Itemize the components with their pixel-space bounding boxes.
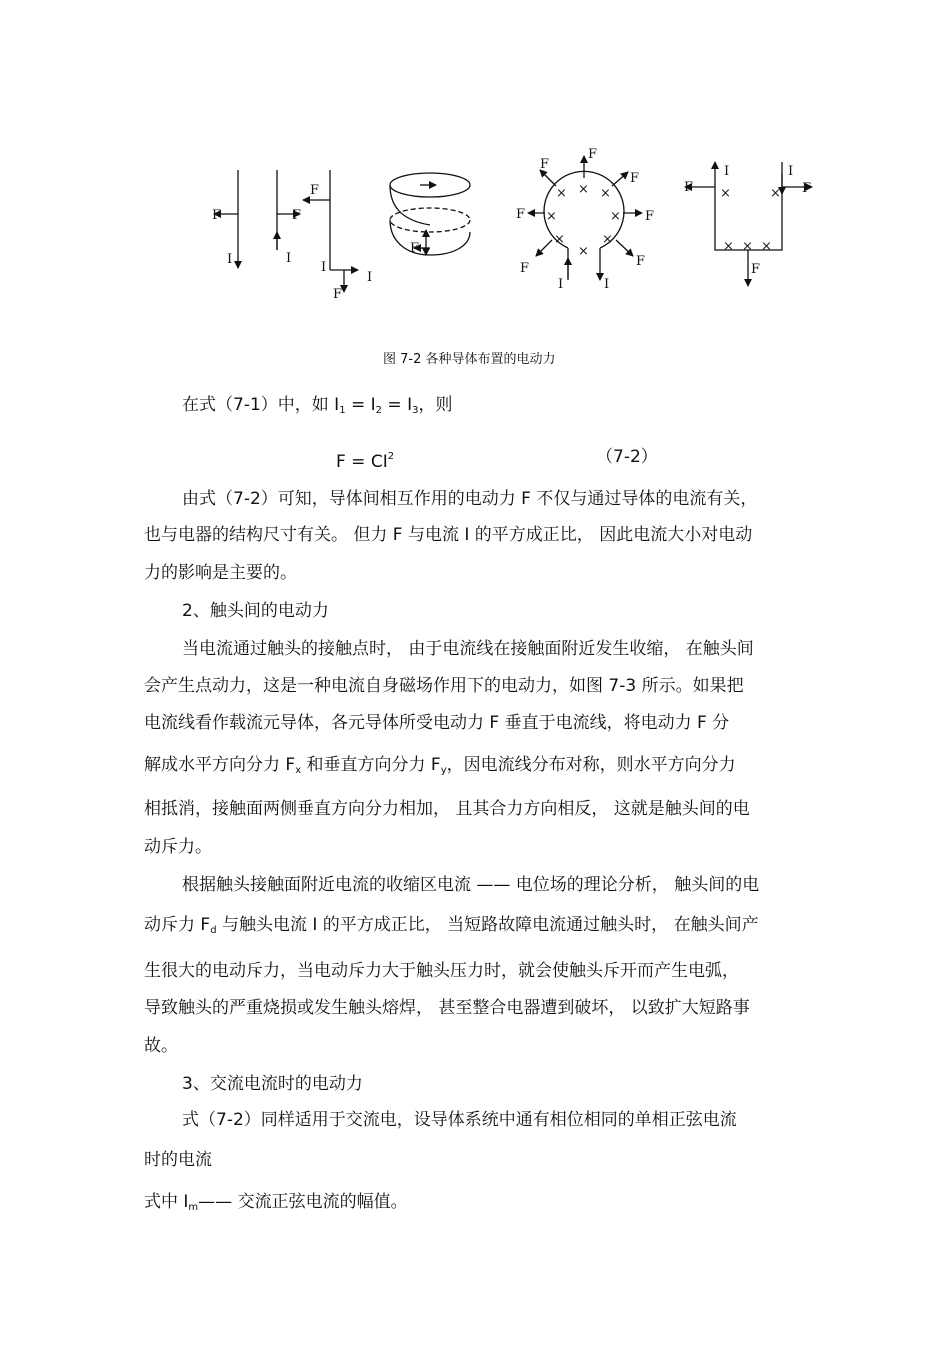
note-sub-m: m xyxy=(188,1202,199,1213)
note-b: —— 交流正弦电流的幅值。 xyxy=(198,1192,408,1212)
para4-line2: 时的电流 xyxy=(144,1150,212,1170)
cross-mark: × xyxy=(610,209,621,224)
para1-line2: 也与电器的结构尺寸有关。 但力 F 与电流 I 的平方成正比， 因此电流大小对电动 xyxy=(144,525,753,545)
para1-line3: 力的影响是主要的。 xyxy=(144,563,297,583)
label-f: F xyxy=(520,261,530,276)
label-f: F xyxy=(333,287,343,302)
label-f: F xyxy=(588,147,598,162)
eq-suffix: ，则 xyxy=(418,395,453,415)
label-f: F xyxy=(212,208,222,223)
p3l2-a: 动斥力 F xyxy=(144,915,211,935)
label-f: F xyxy=(410,241,420,256)
label-f: F xyxy=(645,209,655,224)
eq-mid-1: = I xyxy=(345,395,376,415)
para3-line5: 故。 xyxy=(144,1036,178,1056)
formula-7-2 xyxy=(336,446,394,473)
cross-mark: × xyxy=(761,239,772,254)
coil-diagram xyxy=(390,173,470,255)
label-f: F xyxy=(802,181,812,196)
para1-line1: 由式（7-2）可知，导体间相互作用的电动力 F 不仅与通过导体的电流有关， xyxy=(182,489,758,509)
para3-line2 xyxy=(144,914,759,942)
label-i: I xyxy=(724,164,730,179)
p3l2-sub-d: d xyxy=(210,925,217,936)
eq-sub-1: 1 xyxy=(339,405,346,416)
para3-line4: 导致触头的严重烧损或发生触头熔焊， 甚至整合电器遭到破坏， 以致扩大短路事 xyxy=(144,998,750,1018)
p2l4-b: 和垂直方向分力 F xyxy=(301,755,441,775)
formula-number: （7-2） xyxy=(596,447,658,467)
label-i: I xyxy=(286,251,292,266)
section-heading-2: 2、触头间的电动力 xyxy=(182,601,329,621)
para2-line1: 当电流通过触头的接触点时， 由于电流线在接触面附近发生收缩， 在触头间 xyxy=(182,639,754,659)
formula-power: 2 xyxy=(387,451,395,462)
cross-mark: × xyxy=(770,186,781,201)
para2-line2: 会产生点动力，这是一种电流自身磁场作用下的电动力，如图 7-3 所示。如果把 xyxy=(144,676,744,696)
cross-mark: × xyxy=(554,232,565,247)
p2l4-c: ，因电流线分布对称，则水平方向分力 xyxy=(446,755,736,775)
cross-mark: × xyxy=(546,209,557,224)
label-f: F xyxy=(684,180,694,195)
eq-sub-2: 2 xyxy=(375,405,383,416)
p2l4-a: 解成水平方向分力 F xyxy=(144,755,296,775)
label-f: F xyxy=(630,171,640,186)
para2-line3: 电流线看作载流元导体，各元导体所受电动力 F 垂直于电流线，将电动力 F 分 xyxy=(144,713,730,733)
cross-mark: × xyxy=(720,186,731,201)
para3-line3: 生很大的电动斥力，当电动斥力大于触头压力时，就会使触头斥开而产生电弧， xyxy=(144,961,739,981)
label-i: I xyxy=(788,164,794,179)
label-f: F xyxy=(636,254,646,269)
label-i: I xyxy=(367,270,373,285)
eq-mid-2: = I xyxy=(382,395,413,415)
section-heading-3: 3、交流电流时的电动力 xyxy=(182,1074,363,1094)
para4-line1: 式（7-2）同样适用于交流电，设导体系统中通有相位相同的单相正弦电流 xyxy=(182,1110,737,1130)
eq-sub-3: 3 xyxy=(412,405,419,416)
note-a: 式中 I xyxy=(144,1192,189,1212)
eq-prefix: 在式（7-1）中，如 I xyxy=(182,395,340,415)
label-f: F xyxy=(516,207,526,222)
p3l2-b: 与触头电流 I 的平方成正比， 当短路故障电流通过触头时， 在触头间产 xyxy=(216,915,759,935)
cross-mark: × xyxy=(600,186,611,201)
label-f: F xyxy=(292,208,302,223)
equation-condition-line xyxy=(182,394,452,422)
cross-mark: × xyxy=(602,232,613,247)
u-shaped-conductor-diagram xyxy=(685,162,812,286)
p2l4-sub-y: y xyxy=(440,765,447,776)
p2l4-sub-x: x xyxy=(295,765,302,776)
formula-lhs: F = CI xyxy=(336,452,388,472)
cross-mark: × xyxy=(578,182,589,197)
cross-mark: × xyxy=(578,244,589,259)
label-f: F xyxy=(540,157,550,172)
cross-mark: × xyxy=(742,239,753,254)
symbol-note xyxy=(144,1191,408,1219)
force-diagram-figure xyxy=(190,140,830,310)
label-i: I xyxy=(321,260,327,275)
label-f: F xyxy=(310,183,320,198)
label-f: F xyxy=(751,262,761,277)
cross-mark: × xyxy=(556,186,567,201)
figure-caption: 图 7-2 各种导体布置的电动力 xyxy=(383,352,556,367)
para2-line6: 动斥力。 xyxy=(144,837,212,857)
force-labels xyxy=(212,147,811,302)
label-i: I xyxy=(227,252,233,267)
label-i: I xyxy=(604,277,610,292)
into-page-markers xyxy=(546,182,781,259)
para2-line5: 相抵消，接触面两侧垂直方向分力相加， 且其合力方向相反， 这就是触头间的电 xyxy=(144,799,750,819)
para2-line4 xyxy=(144,754,736,782)
para3-line1: 根据触头接触面附近电流的收缩区电流 —— 电位场的理论分析， 触头间的电 xyxy=(182,875,760,895)
cross-mark: × xyxy=(723,239,734,254)
label-i: I xyxy=(558,277,564,292)
